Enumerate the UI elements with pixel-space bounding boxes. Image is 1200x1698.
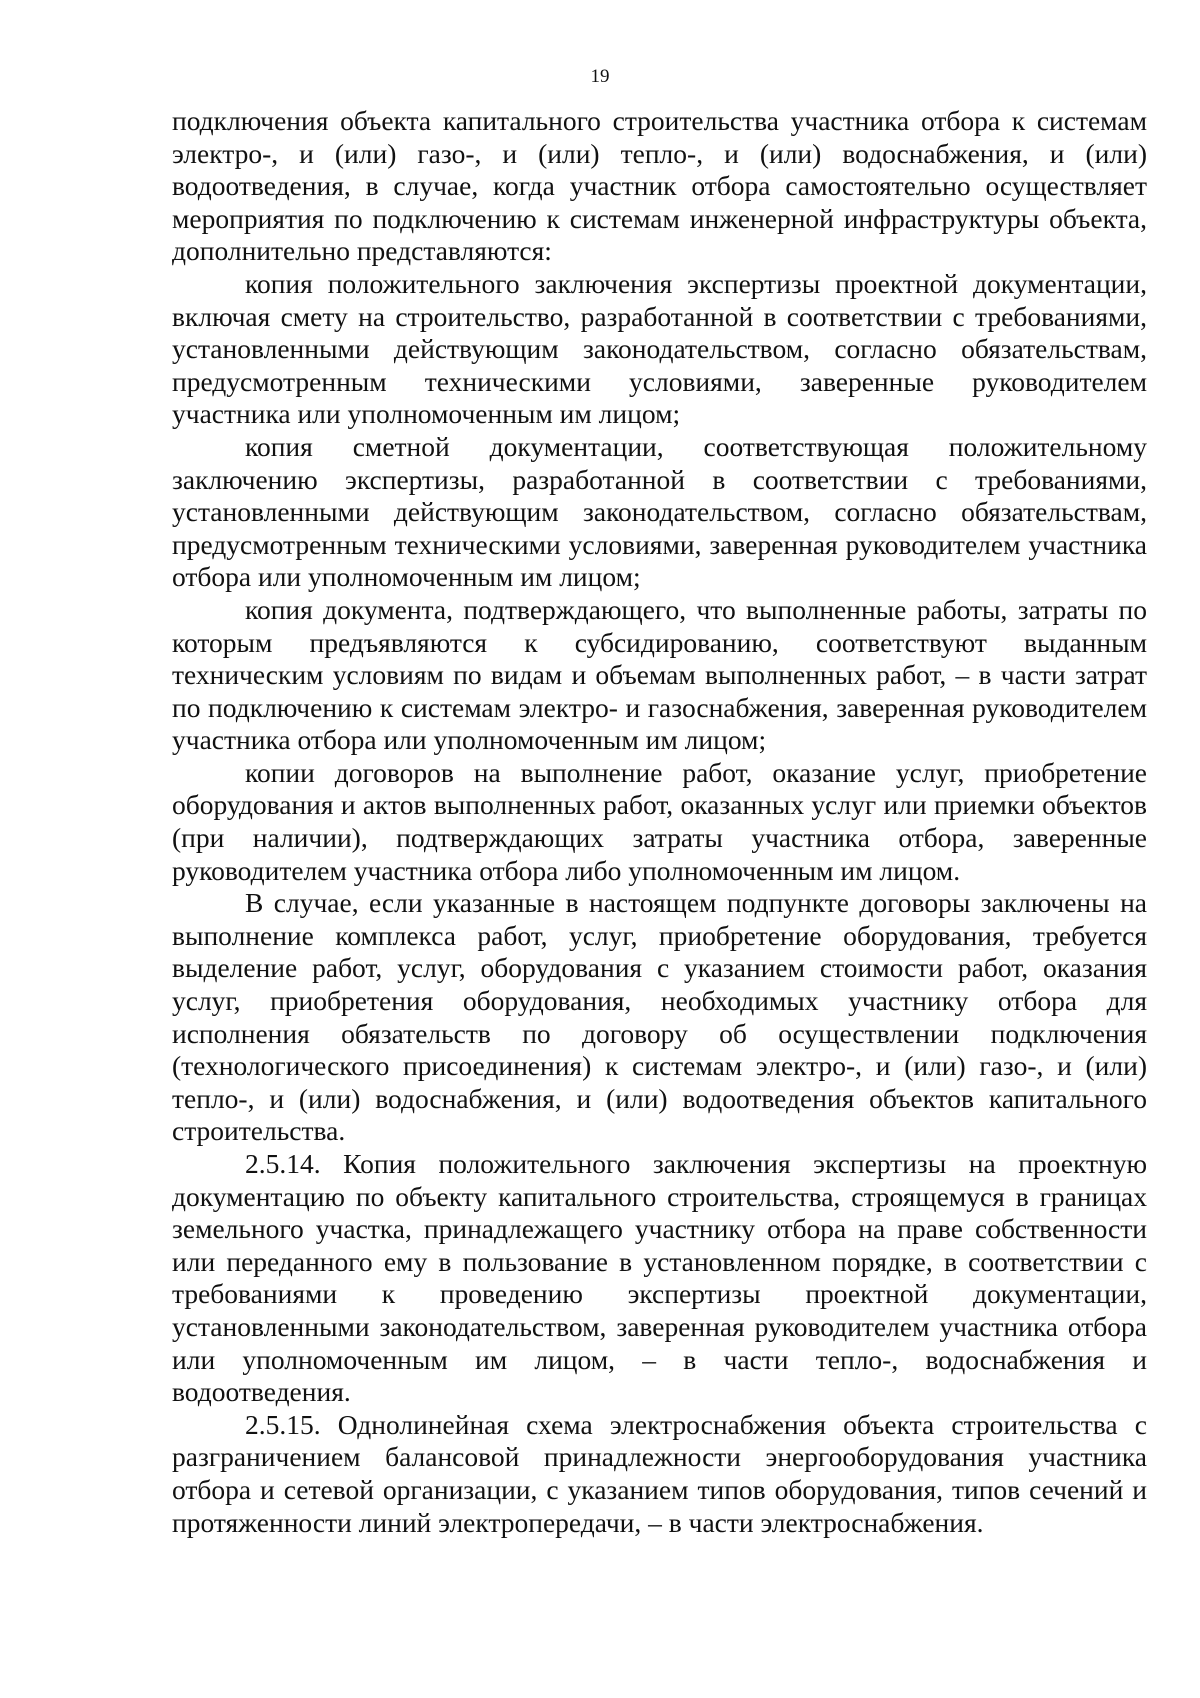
paragraph-conformity-document: копия документа, подтверждающего, что выполненные работы, затраты по которым предъявляются к субсидированию, соответствуют выданным техническим условиям по видам и объемам выполненных работ, – в части затрат по подключению к системам электро- и газоснабжения, заверенная руководителем участника отбора или уполномоченным им лицом; bbox=[172, 593, 1147, 756]
paragraph-expertise-copy: копия положительного заключения экспертизы проектной документации, включая смету на строительство, разработанной в соответствии с требованиями, установленными действующим законодательством, согласно обязательствам, предусмотренным техническими условиями, заверенные руководителем участника или уполномоченным им лицом; bbox=[172, 267, 1147, 430]
paragraph-contract-breakdown: В случае, если указанные в настоящем подпункте договоры заключены на выполнение комплекса работ, услуг, приобретение оборудования, требуется выделение работ, услуг, оборудования с указанием стоимости работ, оказания услуг, приобретения оборудования, необходимых участнику отбора для исполнения обязательств по договору об осуществлении подключения (технологического присоединения) к системам электро-, и (или) газо-, и (или) тепло-, и (или) водоснабжения, и (или) водоотведения объектов капитального строительства. bbox=[172, 887, 1147, 1147]
paragraph-continuation: подключения объекта капитального строительства участника отбора к системам электро-, и (или) газо-, и (или) тепло-, и (или) водоснабжения, и (или) водоотведения, в случае, когда участник отбора самостоятельно осуществляет мероприятия по подключению к системам инженерной инфраструктуры объекта, дополнительно представляются: bbox=[172, 105, 1147, 267]
paragraph-2-5-14: 2.5.14. Копия положительного заключения экспертизы на проектную документацию по объекту капитального строительства, строящемуся в границах земельного участка, принадлежащего участнику отбора на праве собственности или переданного ему в пользование в установленном порядке, в соответствии с требованиями к проведению экспертизы проектной документации, установленными законодательством, заверенная руководителем участника отбора или уполномоченным им лицом, – в части тепло-, водоснабжения и водоотведения. bbox=[172, 1148, 1147, 1408]
paragraph-contracts-copies: копии договоров на выполнение работ, оказание услуг, приобретение оборудования и актов выполненных работ, оказанных услуг или приемки объектов (при наличии), подтверждающих затраты участника отбора, заверенные руководителем участника отбора либо уполномоченным им лицом. bbox=[172, 756, 1147, 886]
paragraph-estimate-copy: копия сметной документации, соответствующая положительному заключению экспертизы, разработанной в соответствии с требованиями, установленными действующим законодательством, согласно обязательствам, предусмотренным техническими условиями, заверенная руководителем участника отбора или уполномоченным им лицом; bbox=[172, 430, 1147, 593]
page-number: 19 bbox=[590, 66, 610, 87]
paragraph-2-5-15: 2.5.15. Однолинейная схема электроснабжения объекта строительства с разграничением балансовой принадлежности энергооборудования участника отбора и сетевой организации, с указанием типов оборудования, типов сечений и протяженности линий электропередачи, – в части электроснабжения. bbox=[172, 1408, 1147, 1538]
document-body bbox=[172, 105, 1147, 1539]
